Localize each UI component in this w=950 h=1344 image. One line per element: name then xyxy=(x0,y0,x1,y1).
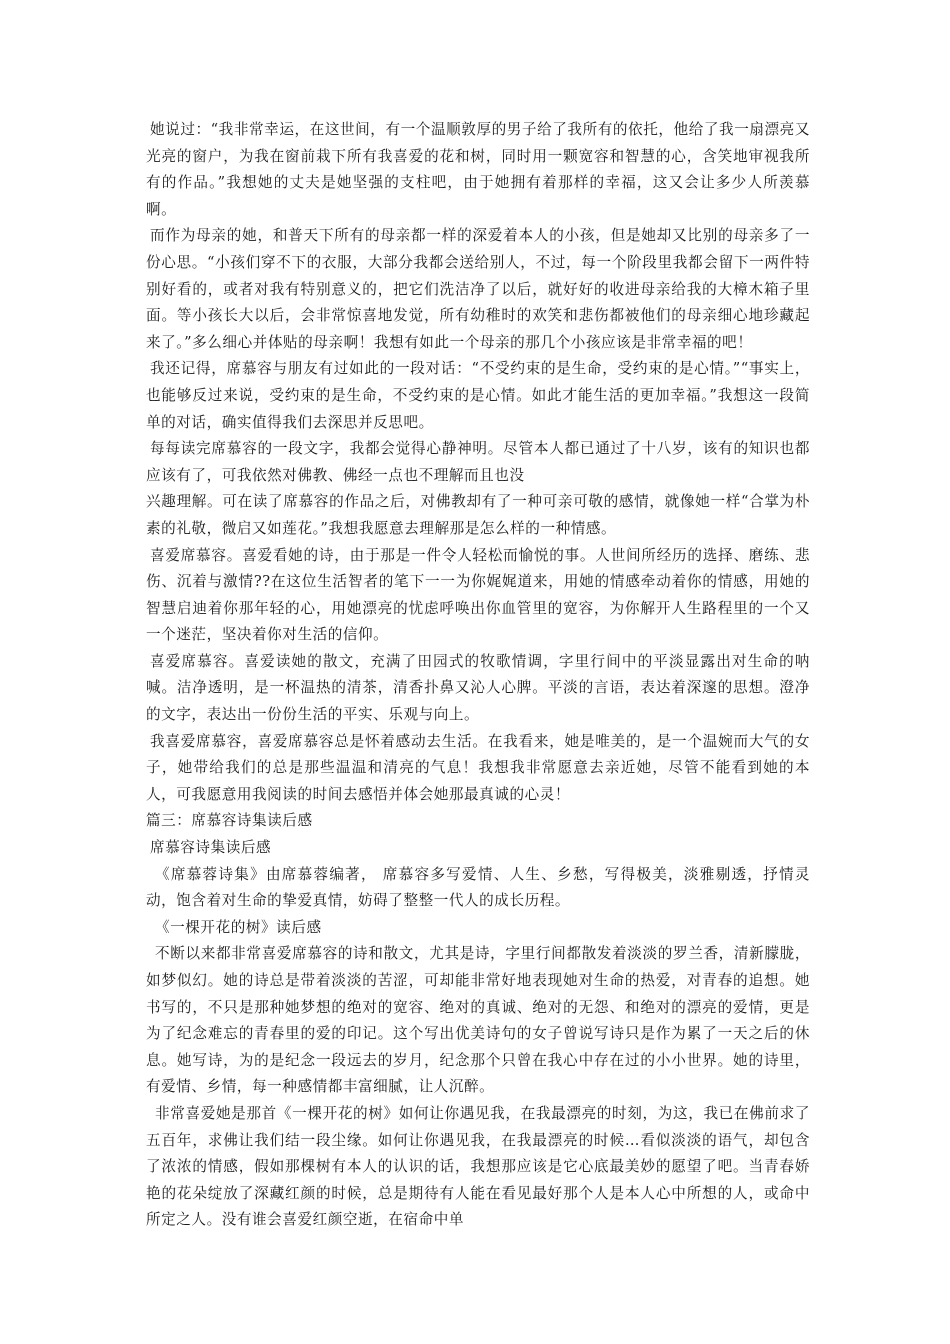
paragraph-husband-quote: 她说过：“我非常幸运，在这世间，有一个温顺敦厚的男子给了我所有的依托，他给了我一扇漂亮又光亮的窗户，为我在窗前栽下所有我喜爱的花和树，同时用一颗宽容和智慧的心，含笑地审视我所有的作品。”我想她的丈夫是她坚强的支柱吧，由于她拥有着那样的幸福，这又会让多少人所羡慕啊。 xyxy=(146,121,810,218)
paragraph-dialogue: 我还记得，席慕容与朋友有过如此的一段对话：“不受约束的是生命，受约束的是心情。”“事实上，也能够反过来说，受约束的是生命，不受约束的是心情。如此才能生活的更加幸福。”我想这一段简单的对话，确实值得我们去深思并反思吧。 xyxy=(146,360,810,431)
paragraph-love-poems: 喜爱席慕容。喜爱看她的诗，由于那是一件令人轻松而愉悦的事。人世间所经历的选择、磨练、悲伤、沉着与激情??在这位生活智者的笔下一一为你娓娓道来，用她的情感牵动着你的情感，用她的智慧启迪着你那年轻的心，用她漂亮的忧虑呼唤出你血管里的宽容，为你解开人生路程里的一个又一个迷茫，坚决着你对生活的信仰。 xyxy=(146,546,810,644)
section-heading: 篇三：席慕容诗集读后感 xyxy=(146,812,313,830)
paragraph-love-prose: 喜爱席慕容。喜爱读她的散文，充满了田园式的牧歌情调，字里行间中的平淡显露出对生命的呐喊。洁净透明，是一杯温热的清茶，清香扑鼻又沁人心脾。平淡的言语，表达着深邃的思想。澄净的文字，表达出一份份生活的平实、乐观与向上。 xyxy=(146,652,810,724)
paragraph-tree-poem: 非常喜爱她是那首《一棵开花的树》如何让你遇见我，在我最漂亮的时刻，为这，我已在佛前求了五百年，求佛让我们结一段尘缘。如何让你遇见我，在我最漂亮的时候…看似淡淡的语气，却包含了浓浓的情感，假如那棵树有本人的认识的话，我想那应该是它心底最美妙的愿望了吧。当青春娇艳的花朵绽放了深藏红颜的时候，总是期待有人能在看见最好那个人是本人心中所想的人，或命中所定之人。没有谁会喜爱红颜空逝，在宿命中单 xyxy=(146,1104,810,1229)
subheading-tree: 《一棵开花的树》读后感 xyxy=(155,918,322,936)
paragraph-buddhism-start: 每每读完席慕容的一段文字，我都会觉得心静神明。尽管本人都已通过了十八岁，该有的知识也都应该有了，可我依然对佛教、佛经一点也不理解而且也没 xyxy=(146,440,810,484)
paragraph-collection-intro: 《席慕蓉诗集》由席慕蓉编著， 席慕容多写爱情、人生、乡愁，写得极美，淡雅剔透，抒情灵动，饱含着对生命的挚爱真情，妨碍了整整一代人的成长历程。 xyxy=(146,865,810,910)
paragraph-mother: 而作为母亲的她，和普天下所有的母亲都一样的深爱着本人的小孩，但是她却又比别的母亲多了一份心思。“小孩们穿不下的衣服，大部分我都会送给别人，不过，每一个阶段里我都会留下一两件特别好看的，或者对我有特别意义的，把它们洗洁净了以后，就好好的收进母亲给我的大樟木箱子里面。等小孩长大以后，会非常惊喜地发觉，所有幼稚时的欢笑和悲伤都被他们的母亲细心地珍藏起来了。”多么细心并体贴的母亲啊！我想有如此一个母亲的那几个小孩应该是非常幸福的吧！ xyxy=(146,227,810,351)
paragraph-poetry-love: 不断以来都非常喜爱席慕容的诗和散文，尤其是诗，字里行间都散发着淡淡的罗兰香，清新朦胧，如梦似幻。她的诗总是带着淡淡的苦涩，可却能非常好地表现她对生命的热爱，对青春的追想。她书写的，不只是那种她梦想的绝对的宽容、绝对的真诚、绝对的无怨、和绝对的漂亮的爱情，更是为了纪念难忘的青春里的爱的印记。这个写出优美诗句的女子曾说写诗只是作为累了一天之后的休息。她写诗，为的是纪念一段远去的岁月，纪念那个只曾在我心中存在过的小小世界。她的诗里，有爱情、乡情，每一种感情都丰富细腻，让人沉醉。 xyxy=(146,945,810,1096)
paragraph-buddhism-cont: 兴趣理解。可在读了席慕容的作品之后，对佛教却有了一种可亲可敬的感情，就像她一样“合掌为朴素的礼敬，微启又如莲花。”我想我愿意去理解那是怎么样的一种情感。 xyxy=(146,493,810,537)
article-title: 席慕容诗集读后感 xyxy=(150,839,272,857)
document-page xyxy=(146,117,810,1234)
paragraph-love-life: 我喜爱席慕容，喜爱席慕容总是怀着感动去生活。在我看来，她是唯美的，是一个温婉而大气的女子，她带给我们的总是那些温温和清亮的气息！我想我非常愿意去亲近她，尽管不能看到她的本人，可我愿意用我阅读的时间去感悟并体会她那最真诚的心灵！ xyxy=(146,732,810,803)
